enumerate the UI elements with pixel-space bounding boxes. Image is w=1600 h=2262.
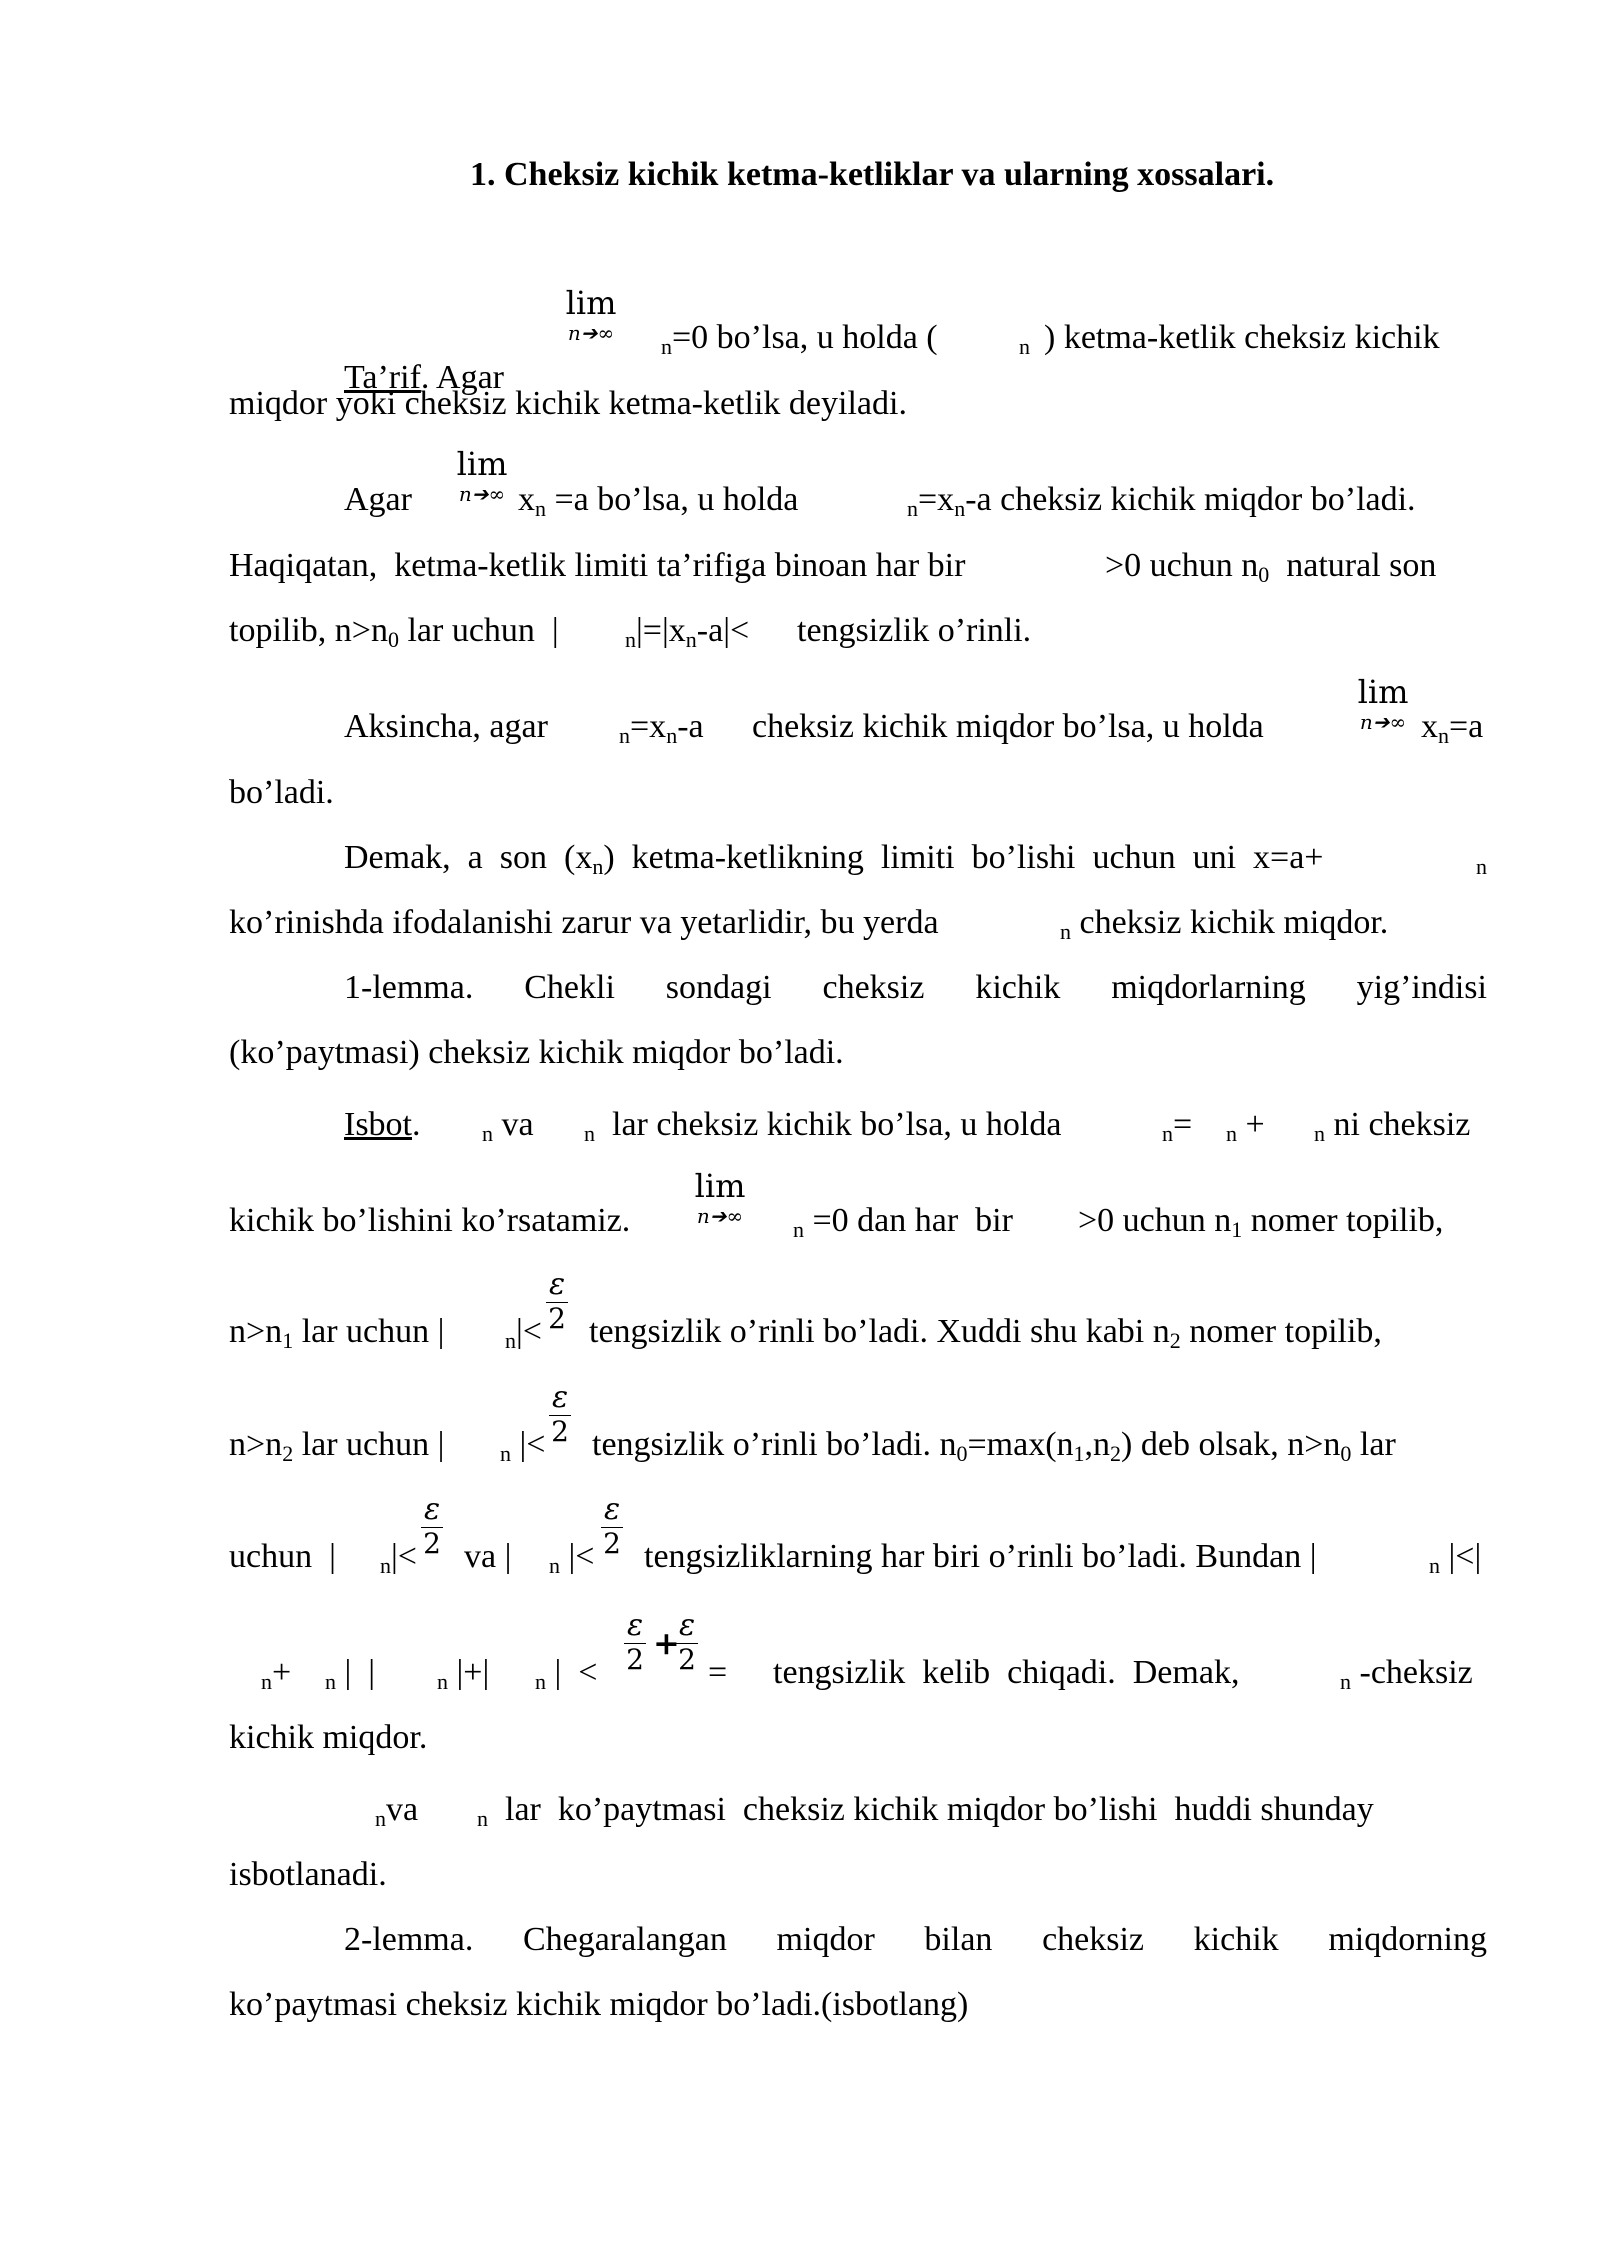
page-title: 1. Cheksiz kichik ketma-ketliklar va ularning xossalari. [470, 156, 1275, 193]
proof-line-3b: $_n$|< [505, 1313, 542, 1353]
paragraph-3-line-1a: Aksincha, agar [344, 708, 548, 745]
lemma-2-line-2: ko’paytmasi cheksiz kichik miqdor bo’ladi.(isbotlang) [229, 1986, 969, 2023]
plus-sign: + [653, 1624, 680, 1662]
epsilon-over-2: $\frac{\varepsilon}{2}$ [421, 1495, 443, 1558]
definition-line-1: Ta’rif. Agar [344, 359, 504, 396]
proof-line-6g: $_n$ -cheksiz [1340, 1654, 1473, 1694]
paragraph-7-line-1a: $_n$va [375, 1791, 419, 1831]
epsilon-over-2: $\frac{\varepsilon}{2}$ [601, 1495, 623, 1558]
proof-line-5c: va | [464, 1538, 512, 1575]
paragraph-2-line-2a: Haqiqatan, ketma-ketlik limiti ta’rifiga binoan har bir [229, 547, 966, 584]
proof-line-5e: tengsizliklarning har biri o’rinli bo’ladi. Bundan | [644, 1538, 1317, 1575]
definition-line-1-end: $_n$ ) ketma-ketlik cheksiz kichik [1019, 319, 1440, 359]
proof-label: Isbot [344, 1106, 412, 1143]
paragraph-2-line-1c: $_n=x_n-a$ cheksiz kichik miqdor bo’ladi. [907, 481, 1416, 521]
lemma-1-line-1: 1-lemma. Chekli sondagi cheksiz kichik miqdorlarning yig’indisi [344, 969, 1487, 1006]
limit-expression: lim n➔∞ [1357, 673, 1409, 734]
definition-label: Ta’rif [344, 359, 421, 396]
paragraph-3-line-1b: $_n=x_n-a$ [619, 708, 704, 748]
proof-line-5a: uchun | [229, 1538, 336, 1575]
paragraph-7-line-1b: $_n$ lar ko’paytmasi cheksiz kichik miqdor bo’lishi huddi shunday [477, 1791, 1374, 1831]
proof-line-6a: $_n$+ [261, 1654, 292, 1694]
proof-line-4a: $n>n_2$ lar uchun | [229, 1426, 445, 1466]
proof-line-1a: Isbot. [344, 1106, 421, 1143]
paragraph-4-line-1-sub: n [1476, 854, 1487, 879]
proof-line-3c: tengsizlik o’rinli bo’ladi. Xuddi shu kabi $n_2$ nomer topilib, [589, 1313, 1382, 1353]
paragraph-3-line-1d: $x_n=a$ [1421, 708, 1484, 748]
proof-line-5b: $_n$|< [380, 1538, 417, 1578]
proof-line-2a: kichik bo’lishini ko’rsatamiz. [229, 1202, 631, 1239]
proof-line-6d: $_n$ | < [535, 1654, 598, 1694]
proof-line-1e: $_n$ + [1226, 1106, 1265, 1146]
proof-line-1b: $_n$ va [482, 1106, 534, 1146]
paragraph-7-line-2: isbotlanadi. [229, 1856, 387, 1893]
epsilon-over-2: $\frac{\varepsilon}{2}$ [676, 1611, 698, 1674]
paragraph-2-line-3b: $_n|=|x_n-a|<$ [625, 612, 750, 652]
paragraph-4-line-1: Demak, a son $(x_n)$ ketma-ketlikning limiti bo’lishi uchun uni x=a+ [344, 839, 1324, 879]
proof-line-6b: $_n$ | | [325, 1654, 376, 1694]
proof-line-6c: $_n$ |+| [437, 1654, 490, 1694]
proof-line-3a: $n>n_1$ lar uchun | [229, 1313, 445, 1353]
paragraph-4-line-2b: $_n$ cheksiz kichik miqdor. [1060, 904, 1389, 944]
lemma-2-line-1: 2-lemma. Chegaralangan miqdor bilan cheksiz kichik miqdorning [344, 1921, 1487, 1958]
proof-line-2c: >0 uchun $n_1$ nomer topilib, [1078, 1202, 1444, 1242]
proof-line-5d: $_n$ |< [549, 1538, 595, 1578]
proof-line-2b: $_n$ =0 dan har bir [793, 1202, 1013, 1242]
lemma-1-line-2: (ko’paytmasi) cheksiz kichik miqdor bo’ladi. [229, 1034, 844, 1071]
paragraph-2-line-3a: topilib, $n>n_0$ lar uchun | [229, 612, 559, 652]
paragraph-4-line-2a: ko’rinishda ifodalanishi zarur va yetarlidir, bu yerda [229, 904, 939, 941]
proof-line-6e: = [708, 1654, 728, 1691]
proof-line-5f: $_n$ |<| [1429, 1538, 1482, 1578]
epsilon-over-2: $\frac{\varepsilon}{2}$ [546, 1270, 568, 1333]
paragraph-2-line-1a: Agar [344, 481, 412, 518]
proof-line-4c: tengsizlik o’rinli bo’ladi. $n_0=\max(n_1,n_2)$ deb olsak, $n>n_0$ lar [592, 1426, 1396, 1466]
proof-line-4b: $_n$ |< [500, 1426, 546, 1466]
proof-line-1c: $_n$ lar cheksiz kichik bo’lsa, u holda [584, 1106, 1062, 1146]
paragraph-3-line-1c: cheksiz kichik miqdor bo’lsa, u holda [752, 708, 1264, 745]
limit-expression: lim n➔∞ [456, 445, 508, 506]
proof-line-1f: $_n$ ni cheksiz [1314, 1106, 1471, 1146]
definition-line-2: miqdor yoki cheksiz kichik ketma-ketlik deyiladi. [229, 385, 907, 422]
epsilon-over-2: $\frac{\varepsilon}{2}$ [549, 1383, 571, 1446]
paragraph-2-line-1b: $x_n =a$ bo’lsa, u holda [518, 481, 799, 521]
definition-line-1-cont: $_n$=0 bo’lsa, u holda ( [661, 319, 938, 359]
limit-expression: lim n➔∞ [565, 284, 617, 345]
paragraph-3-line-2: bo’ladi. [229, 774, 334, 811]
epsilon-over-2: $\frac{\varepsilon}{2}$ [624, 1611, 646, 1674]
paragraph-2-line-2b: >0 uchun $n_0$ natural son [1105, 547, 1437, 587]
paragraph-2-line-3c: tengsizlik o’rinli. [797, 612, 1032, 649]
proof-line-1d: $_n$= [1162, 1106, 1193, 1146]
limit-expression: lim n➔∞ [694, 1167, 746, 1228]
proof-line-6f: tengsizlik kelib chiqadi. Demak, [773, 1654, 1240, 1691]
proof-line-7: kichik miqdor. [229, 1719, 428, 1756]
